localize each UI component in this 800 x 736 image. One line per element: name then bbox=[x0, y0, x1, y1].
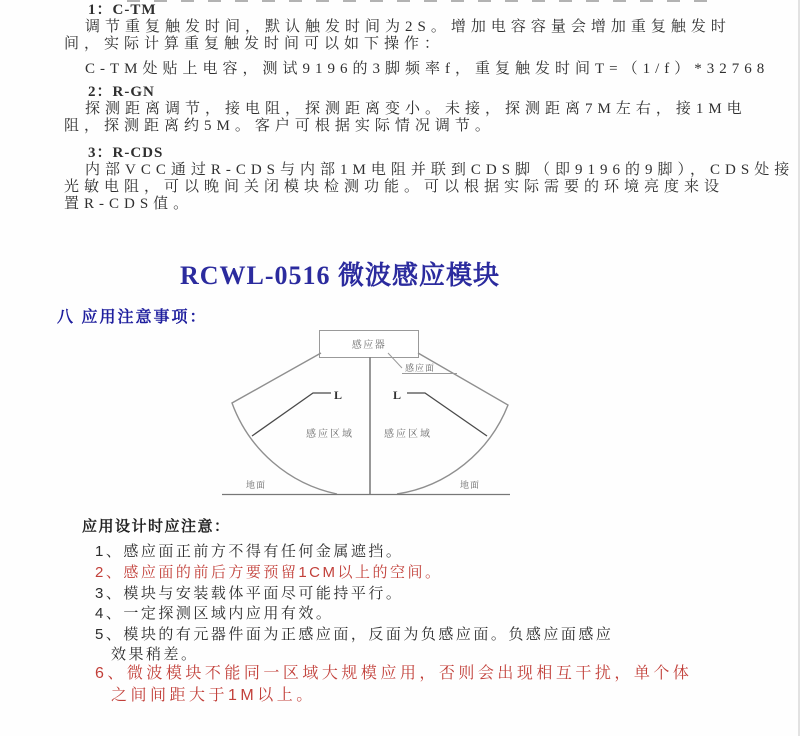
sensing-surface-label: 感应面 bbox=[405, 363, 436, 373]
note-line-4: 4、一定探测区域内应用有效。 bbox=[95, 605, 334, 622]
left-distance-label: L bbox=[334, 388, 343, 402]
intro-heading-r-gn: 2：R-GN bbox=[88, 84, 155, 100]
left-ground-label: 地面 bbox=[245, 480, 267, 490]
left-zone-label: 感应区域 bbox=[306, 429, 354, 440]
sensor-label: 感应器 bbox=[351, 340, 387, 351]
intro-line: 置R-CDS值。 bbox=[64, 196, 194, 212]
right-distance-label: L bbox=[393, 388, 402, 402]
intro-line: 光敏电阻，可以晚间关闭模块检测功能。可以根据实际需要的环境亮度来设 bbox=[64, 179, 725, 195]
notes-heading: 应用设计时应注意： bbox=[82, 518, 231, 535]
intro-line: 阻，探测距离约5M。客户可根据实际情况调节。 bbox=[64, 118, 495, 134]
right-zone-label: 感应区域 bbox=[384, 429, 432, 440]
note-line-2: 2、感应面的前后方要预留1CM以上的空间。 bbox=[95, 564, 443, 581]
note-line-6: 6、微波模块不能同一区域大规模应用，否则会出现相互干扰，单个体 bbox=[95, 665, 693, 682]
intro-line: 内部VCC通过R-CDS与内部1M电阻并联到CDS脚（即9196的9脚），CDS处接 bbox=[85, 162, 795, 178]
left-fan-outline bbox=[232, 353, 337, 494]
sensing-zone-diagram bbox=[185, 325, 605, 505]
note-line-3: 3、模块与安装载体平面尽可能持平行。 bbox=[95, 585, 404, 602]
note-line-5b: 效果稍差。 bbox=[111, 646, 199, 663]
note-line-1: 1、感应面正前方不得有任何金属遮挡。 bbox=[95, 543, 404, 560]
intro-heading-c-tm: 1：C-TM bbox=[88, 2, 157, 18]
page-title: RCWL-0516 微波感应模块 bbox=[179, 261, 501, 290]
intro-line: 探测距离调节，接电阻，探测距离变小。未接，探测距离7M左右，接1M电 bbox=[85, 101, 747, 117]
note-line-5: 5、模块的有元器件面为正感应面，反面为负感应面。负感应面感应 bbox=[95, 626, 614, 643]
intro-heading-r-cds: 3：R-CDS bbox=[88, 145, 164, 161]
right-ground-label: 地面 bbox=[459, 480, 481, 490]
intro-line: 调节重复触发时间，默认触发时间为2S。增加电容容量会增加重复触发时 bbox=[85, 19, 731, 35]
intro-line: C-TM处贴上电容，测试9196的3脚频率f，重复触发时间T=（1/f）*32768 bbox=[85, 61, 770, 77]
chapter-heading: 八 应用注意事项： bbox=[57, 309, 208, 326]
scan-artifact-top bbox=[127, 0, 715, 2]
intro-line: 间，实际计算重复触发时间可以如下操作： bbox=[64, 36, 445, 52]
right-fan-outline bbox=[397, 353, 508, 494]
note-line-6b: 之间间距大于1M以上。 bbox=[111, 687, 316, 704]
